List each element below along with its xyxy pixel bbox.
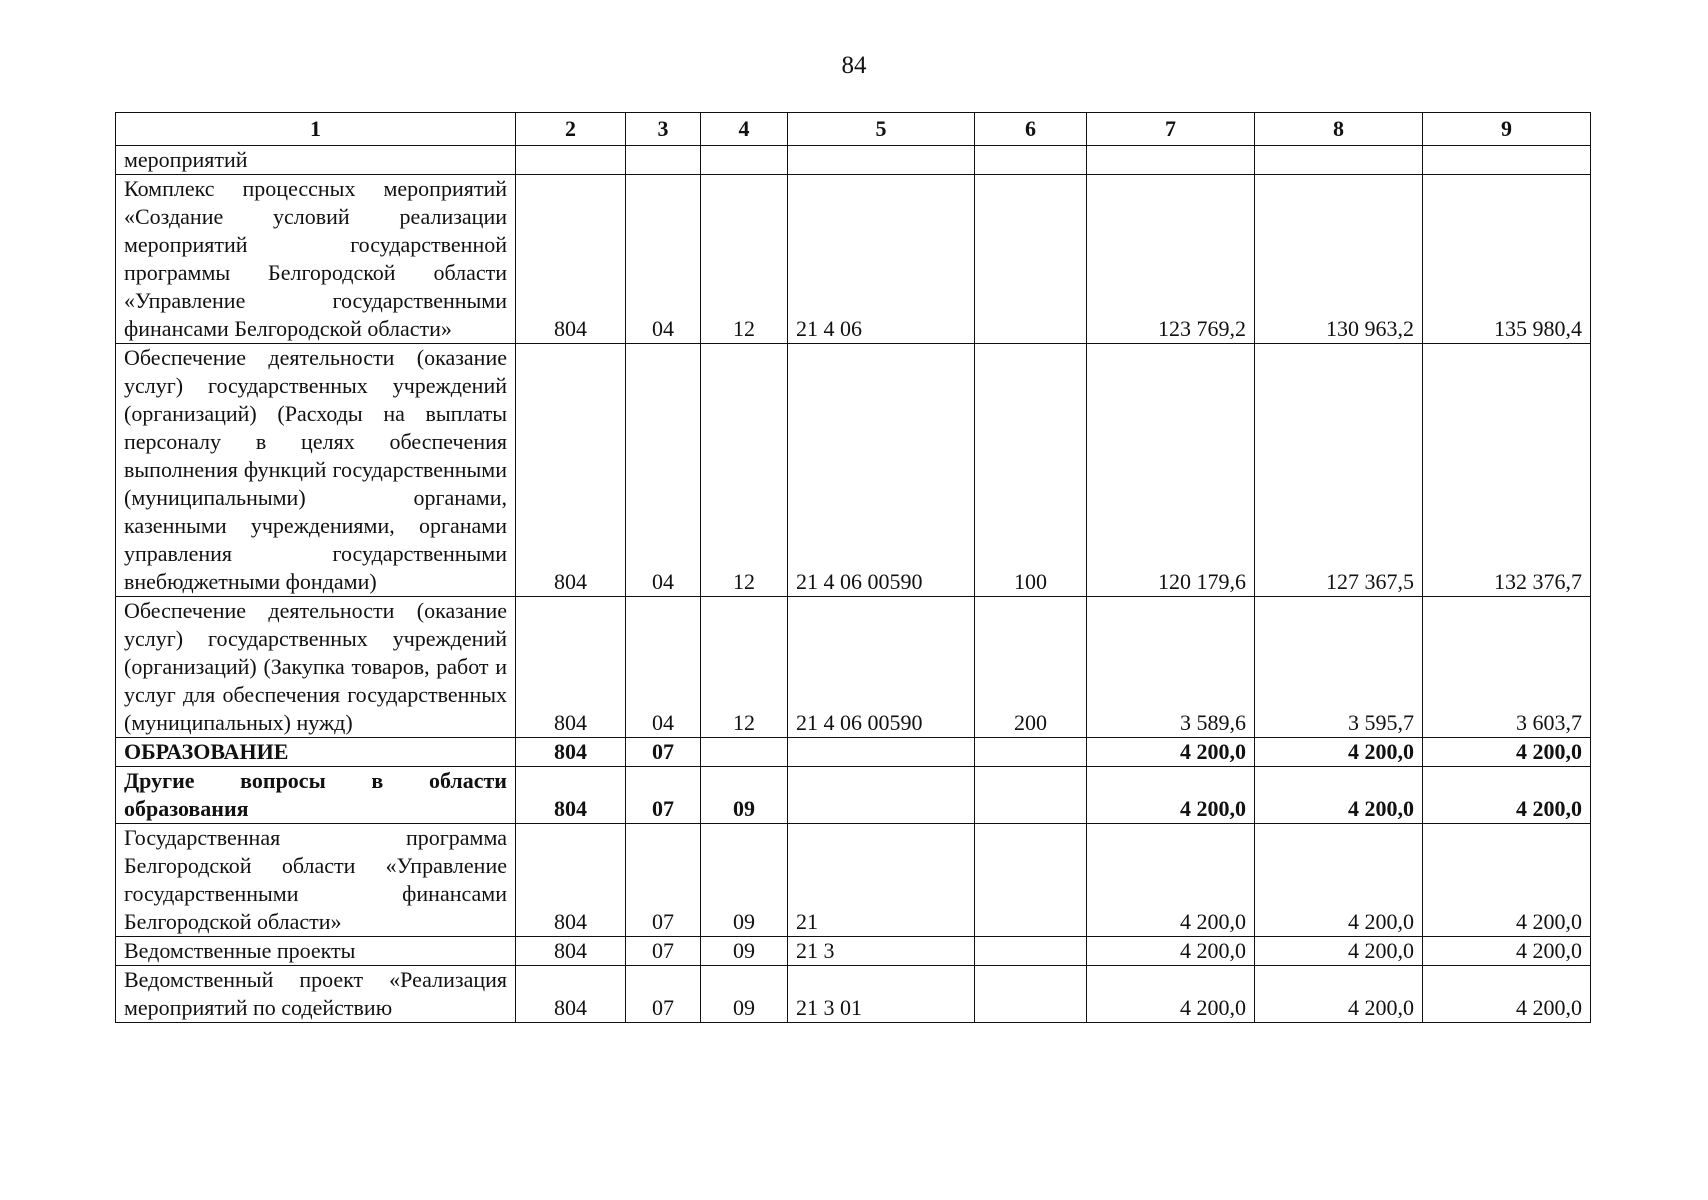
table-cell — [626, 146, 701, 175]
table-cell: 4 200,0 — [1255, 824, 1423, 937]
table-cell — [975, 175, 1087, 344]
table-cell: 21 4 06 00590 — [788, 344, 975, 597]
table-cell: 4 200,0 — [1423, 966, 1591, 1023]
table-cell: 804 — [516, 767, 626, 824]
table-cell — [975, 146, 1087, 175]
table-cell — [1087, 146, 1255, 175]
table-cell: 4 200,0 — [1255, 738, 1423, 767]
row-name-cell: Ведомственные проекты — [116, 937, 516, 966]
table-cell: 3 589,6 — [1087, 597, 1255, 738]
row-name-cell: Обеспечение деятельности (оказание услуг) государственных учреждений (организаций) (Расходы на выплаты персоналу в целях обеспечения выполнения функций государственными (муниципальными) органами, казенными учреждениями, органами управления государственными внебюджетными фондами) — [116, 344, 516, 597]
table-cell: 07 — [626, 824, 701, 937]
header-cell: 7 — [1087, 113, 1255, 146]
table-cell: 4 200,0 — [1087, 966, 1255, 1023]
table-cell: 4 200,0 — [1087, 767, 1255, 824]
table-cell: 12 — [701, 597, 788, 738]
table-row — [116, 175, 1591, 344]
table-cell: 04 — [626, 597, 701, 738]
table-cell: 12 — [701, 175, 788, 344]
table-cell: 804 — [516, 824, 626, 937]
table-cell: 07 — [626, 937, 701, 966]
table-cell — [788, 738, 975, 767]
header-row — [116, 113, 1591, 146]
table-cell: 09 — [701, 966, 788, 1023]
row-name-cell: Другие вопросы в области образования — [116, 767, 516, 824]
table-row — [116, 966, 1591, 1023]
table-cell: 07 — [626, 767, 701, 824]
header-cell: 8 — [1255, 113, 1423, 146]
row-name-cell: мероприятий — [116, 146, 516, 175]
header-cell: 9 — [1423, 113, 1591, 146]
table-cell: 804 — [516, 738, 626, 767]
row-name-cell: Обеспечение деятельности (оказание услуг) государственных учреждений (организаций) (Закупка товаров, работ и услуг для обеспечения государственных (муниципальных) нужд) — [116, 597, 516, 738]
page-number: 84 — [841, 52, 867, 79]
row-name-cell: Ведомственный проект «Реализация мероприятий по содействию — [116, 966, 516, 1023]
table-cell: 21 3 — [788, 937, 975, 966]
table-cell: 09 — [701, 767, 788, 824]
table-cell: 120 179,6 — [1087, 344, 1255, 597]
table-row — [116, 937, 1591, 966]
table-row — [116, 344, 1591, 597]
table-cell: 130 963,2 — [1255, 175, 1423, 344]
table-cell: 100 — [975, 344, 1087, 597]
table-cell — [975, 937, 1087, 966]
table-cell: 12 — [701, 344, 788, 597]
table-cell — [975, 738, 1087, 767]
table-cell: 804 — [516, 344, 626, 597]
table-cell: 07 — [626, 738, 701, 767]
table-row — [116, 767, 1591, 824]
table-cell — [1255, 146, 1423, 175]
table-cell: 4 200,0 — [1423, 937, 1591, 966]
table-cell: 4 200,0 — [1087, 937, 1255, 966]
table-cell — [975, 767, 1087, 824]
table-cell: 123 769,2 — [1087, 175, 1255, 344]
table-cell: 04 — [626, 175, 701, 344]
table-cell: 21 3 01 — [788, 966, 975, 1023]
header-cell: 2 — [516, 113, 626, 146]
table-row — [116, 146, 1591, 175]
table-cell: 127 367,5 — [1255, 344, 1423, 597]
table-body — [116, 146, 1591, 1023]
table-cell: 135 980,4 — [1423, 175, 1591, 344]
table-cell: 4 200,0 — [1087, 738, 1255, 767]
table-cell: 07 — [626, 966, 701, 1023]
table-cell: 804 — [516, 966, 626, 1023]
table-cell — [701, 738, 788, 767]
table-cell — [701, 146, 788, 175]
table-row — [116, 738, 1591, 767]
table-cell: 21 4 06 00590 — [788, 597, 975, 738]
table-cell: 09 — [701, 937, 788, 966]
table-cell: 21 — [788, 824, 975, 937]
row-name-cell: Государственная программа Белгородской области «Управление государственными финансами Белгородской области» — [116, 824, 516, 937]
table-cell — [788, 146, 975, 175]
table-cell: 804 — [516, 937, 626, 966]
table-cell: 132 376,7 — [1423, 344, 1591, 597]
budget-table — [115, 112, 1591, 1023]
table-cell: 804 — [516, 175, 626, 344]
table-cell: 4 200,0 — [1423, 824, 1591, 937]
header-cell: 4 — [701, 113, 788, 146]
table-cell: 09 — [701, 824, 788, 937]
table-cell — [975, 824, 1087, 937]
row-name-cell: Комплекс процессных мероприятий «Создание условий реализации мероприятий государственной программы Белгородской области «Управление государственными финансами Белгородской области» — [116, 175, 516, 344]
header-cell: 3 — [626, 113, 701, 146]
table-cell — [516, 146, 626, 175]
table-cell — [788, 767, 975, 824]
table-cell — [975, 966, 1087, 1023]
table-cell: 4 200,0 — [1087, 824, 1255, 937]
table-cell: 3 595,7 — [1255, 597, 1423, 738]
table-cell: 4 200,0 — [1255, 937, 1423, 966]
table-cell: 4 200,0 — [1255, 767, 1423, 824]
table-cell: 3 603,7 — [1423, 597, 1591, 738]
table-cell: 200 — [975, 597, 1087, 738]
table-cell: 04 — [626, 344, 701, 597]
header-cell: 1 — [116, 113, 516, 146]
header-cell: 5 — [788, 113, 975, 146]
row-name-cell: ОБРАЗОВАНИЕ — [116, 738, 516, 767]
table-row — [116, 597, 1591, 738]
table-row — [116, 824, 1591, 937]
table-cell: 4 200,0 — [1255, 966, 1423, 1023]
table-cell: 21 4 06 — [788, 175, 975, 344]
header-cell: 6 — [975, 113, 1087, 146]
table-cell: 4 200,0 — [1423, 767, 1591, 824]
table-cell — [1423, 146, 1591, 175]
table-cell: 804 — [516, 597, 626, 738]
table-cell: 4 200,0 — [1423, 738, 1591, 767]
